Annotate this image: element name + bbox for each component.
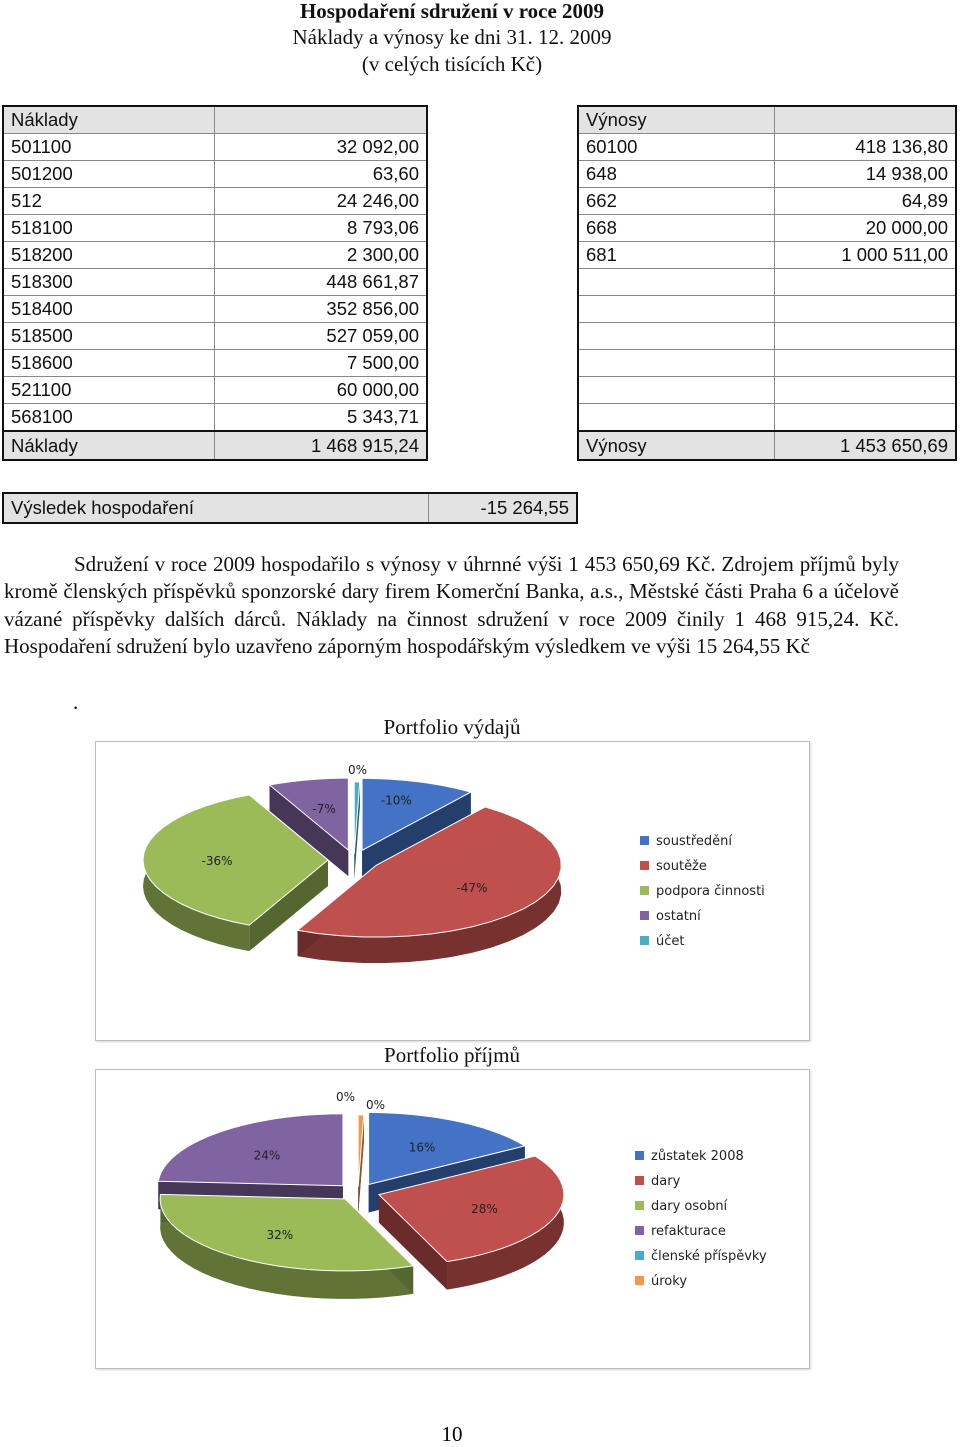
table-row — [3, 188, 427, 215]
income-chart-title: Portfolio příjmů — [384, 1043, 520, 1067]
legend-label: úroky — [651, 1274, 688, 1289]
account-number: 518100 — [3, 215, 215, 242]
empty-cell — [578, 404, 775, 432]
empty-cell — [775, 350, 957, 377]
costs-total-value: 1 468 915,24 — [215, 431, 428, 460]
table-row — [578, 188, 956, 215]
legend-label: zůstatek 2008 — [651, 1149, 744, 1164]
data-label: -47% — [456, 881, 488, 896]
legend-label: účet — [656, 934, 685, 949]
table-row — [3, 404, 427, 432]
costs-total-row — [3, 431, 427, 460]
data-label: 16% — [408, 1140, 436, 1155]
amount: 2 300,00 — [215, 242, 428, 269]
account-number: 512 — [3, 188, 215, 215]
table-row — [578, 296, 956, 323]
revenues-header-label: Výnosy — [578, 106, 775, 134]
legend-label: dary — [651, 1174, 681, 1189]
amount: 527 059,00 — [215, 323, 428, 350]
account-number: 518600 — [3, 350, 215, 377]
document-title: Hospodaření sdružení v roce 2009 — [299, 0, 605, 23]
data-label: 0% — [335, 1089, 355, 1104]
pie-slice — [354, 782, 360, 880]
account-number: 568100 — [3, 404, 215, 432]
table-row — [3, 296, 427, 323]
empty-cell — [578, 269, 775, 296]
result-label: Výsledek hospodaření — [3, 493, 429, 523]
table-row — [578, 323, 956, 350]
table-row — [578, 215, 956, 242]
legend-label: soutěže — [656, 859, 707, 874]
costs-total-label: Náklady — [3, 431, 215, 460]
amount: 5 343,71 — [215, 404, 428, 432]
empty-cell — [578, 323, 775, 350]
legend-swatch — [635, 1226, 644, 1235]
amount: 418 136,80 — [775, 134, 957, 161]
data-label: 24% — [253, 1148, 281, 1163]
table-row — [3, 215, 427, 242]
account-number: 518400 — [3, 296, 215, 323]
costs-header-blank — [215, 106, 428, 134]
legend-label: ostatní — [656, 909, 701, 924]
table-row — [3, 161, 427, 188]
table-row — [3, 269, 427, 296]
account-number: 60100 — [578, 134, 775, 161]
legend-swatch — [640, 836, 649, 845]
legend-swatch — [640, 886, 649, 895]
units-note: (v celých tisících Kč) — [361, 52, 543, 76]
document-subtitle: Náklady a výnosy ke dni 31. 12. 2009 — [292, 25, 612, 49]
table-row — [3, 350, 427, 377]
amount: 14 938,00 — [775, 161, 957, 188]
data-label: 0% — [365, 1097, 385, 1112]
costs-table — [2, 105, 428, 461]
data-label: -7% — [312, 801, 336, 816]
empty-cell — [578, 350, 775, 377]
account-number: 518300 — [3, 269, 215, 296]
legend-swatch — [635, 1151, 644, 1160]
result-table — [2, 492, 578, 524]
table-row — [578, 242, 956, 269]
amount: 64,89 — [775, 188, 957, 215]
data-label: 28% — [471, 1201, 498, 1216]
account-number: 668 — [578, 215, 775, 242]
legend-label: podpora činnosti — [656, 884, 765, 899]
amount: 448 661,87 — [215, 269, 428, 296]
legend-label: soustředění — [656, 834, 732, 849]
account-number: 648 — [578, 161, 775, 188]
account-number: 501100 — [3, 134, 215, 161]
income-chart — [95, 1069, 810, 1369]
revenues-header-row — [578, 106, 956, 134]
empty-cell — [578, 377, 775, 404]
revenues-total-value: 1 453 650,69 — [775, 431, 957, 460]
pie-slice — [358, 1115, 364, 1215]
table-row — [578, 134, 956, 161]
amount: 32 092,00 — [215, 134, 428, 161]
legend-label: refakturace — [651, 1224, 726, 1239]
amount: 7 500,00 — [215, 350, 428, 377]
data-label: 0% — [347, 762, 368, 777]
data-label: 32% — [266, 1227, 294, 1242]
revenues-total-row — [578, 431, 956, 460]
empty-cell — [775, 404, 957, 432]
empty-cell — [578, 296, 775, 323]
summary-paragraph — [4, 551, 899, 660]
legend-swatch — [640, 936, 649, 945]
costs-header-label: Náklady — [3, 106, 215, 134]
legend-swatch — [635, 1276, 644, 1285]
amount: 60 000,00 — [215, 377, 428, 404]
table-row — [3, 242, 427, 269]
legend-label: členské příspěvky — [651, 1249, 767, 1264]
account-number: 681 — [578, 242, 775, 269]
table-row — [578, 350, 956, 377]
account-number: 518500 — [3, 323, 215, 350]
legend-swatch — [635, 1201, 644, 1210]
empty-cell — [775, 377, 957, 404]
amount: 63,60 — [215, 161, 428, 188]
amount: 352 856,00 — [215, 296, 428, 323]
empty-cell — [775, 296, 957, 323]
result-value: -15 264,55 — [429, 493, 578, 523]
table-row — [578, 404, 956, 432]
expenses-chart — [95, 741, 810, 1041]
table-row — [3, 377, 427, 404]
summary-text: Sdružení v roce 2009 hospodařilo s výnosy v úhrnné výši 1 453 650,69 Kč. Zdrojem příjmů byly kromě členských příspěvků sponzorské dary firem Komerční Banka, a.s., Městské části Praha 6 a účelově vázané příspěvky dalších dárců. Náklady na činnost sdružení v roce 2009 činily 1 468 915,24. Kč. Hospodaření sdružení bylo uzavřeno záporným hospodářským výsledkem ve výši 15 264,55 Kč — [4, 552, 899, 658]
empty-cell — [775, 269, 957, 296]
amount: 24 246,00 — [215, 188, 428, 215]
legend-label: dary osobní — [651, 1199, 728, 1214]
data-label: -10% — [380, 793, 412, 808]
account-number: 662 — [578, 188, 775, 215]
revenues-table — [577, 105, 957, 461]
expenses-chart-title: Portfolio výdajů — [383, 715, 521, 739]
page-number: 10 — [441, 1422, 463, 1446]
revenues-total-label: Výnosy — [578, 431, 775, 460]
legend-swatch — [635, 1251, 644, 1260]
revenues-header-blank — [775, 106, 957, 134]
account-number: 521100 — [3, 377, 215, 404]
amount: 20 000,00 — [775, 215, 957, 242]
table-row — [578, 269, 956, 296]
table-row — [578, 377, 956, 404]
legend-swatch — [635, 1176, 644, 1185]
stray-dot: . — [73, 690, 79, 714]
amount: 8 793,06 — [215, 215, 428, 242]
table-row — [3, 323, 427, 350]
amount: 1 000 511,00 — [775, 242, 957, 269]
legend-swatch — [640, 911, 649, 920]
table-row — [3, 134, 427, 161]
data-label: -36% — [201, 854, 233, 868]
income-pie-svg — [96, 1070, 809, 1368]
costs-header-row — [3, 106, 427, 134]
legend-swatch — [640, 861, 649, 870]
account-number: 518200 — [3, 242, 215, 269]
empty-cell — [775, 323, 957, 350]
expenses-pie-svg — [96, 742, 809, 1040]
table-row — [578, 161, 956, 188]
account-number: 501200 — [3, 161, 215, 188]
